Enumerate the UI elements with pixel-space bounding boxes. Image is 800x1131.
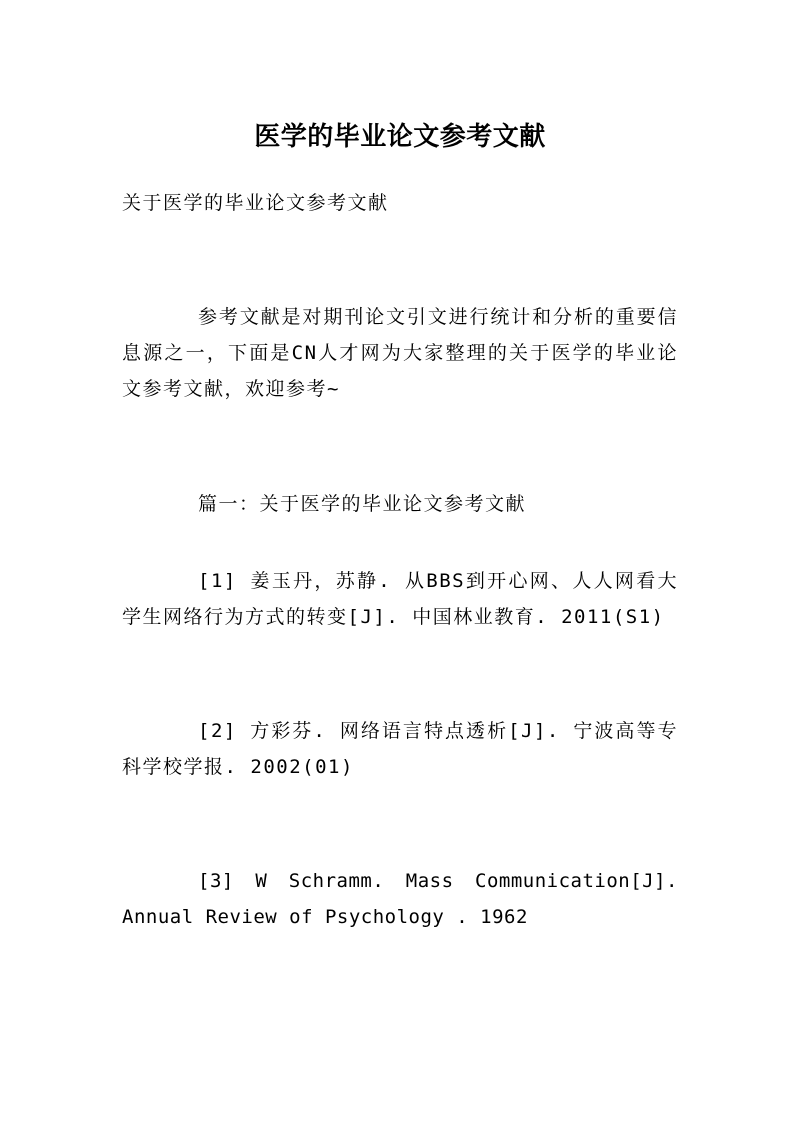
reference-item-2: [2] 方彩芬. 网络语言特点透析[J]. 宁波高等专科学校学报. 2002(01) xyxy=(122,720,678,778)
section-heading: 篇一：关于医学的毕业论文参考文献 xyxy=(198,493,527,515)
reference-item-1: [1] 姜玉丹，苏静. 从BBS到开心网、人人网看大学生网络行为方式的转变[J]. 中国林业教育. 2011(S1) xyxy=(122,570,678,628)
document-title: 医学的毕业论文参考文献 xyxy=(254,122,546,153)
intro-paragraph: 参考文献是对期刊论文引文进行统计和分析的重要信息源之一，下面是CN人才网为大家整理的关于医学的毕业论文参考文献，欢迎参考~ xyxy=(122,306,678,400)
reference-item-3: [3] W Schramm. Mass Communication[J]. Annual Review of Psychology . 1962 xyxy=(122,870,678,928)
document-subtitle: 关于医学的毕业论文参考文献 xyxy=(122,192,389,214)
